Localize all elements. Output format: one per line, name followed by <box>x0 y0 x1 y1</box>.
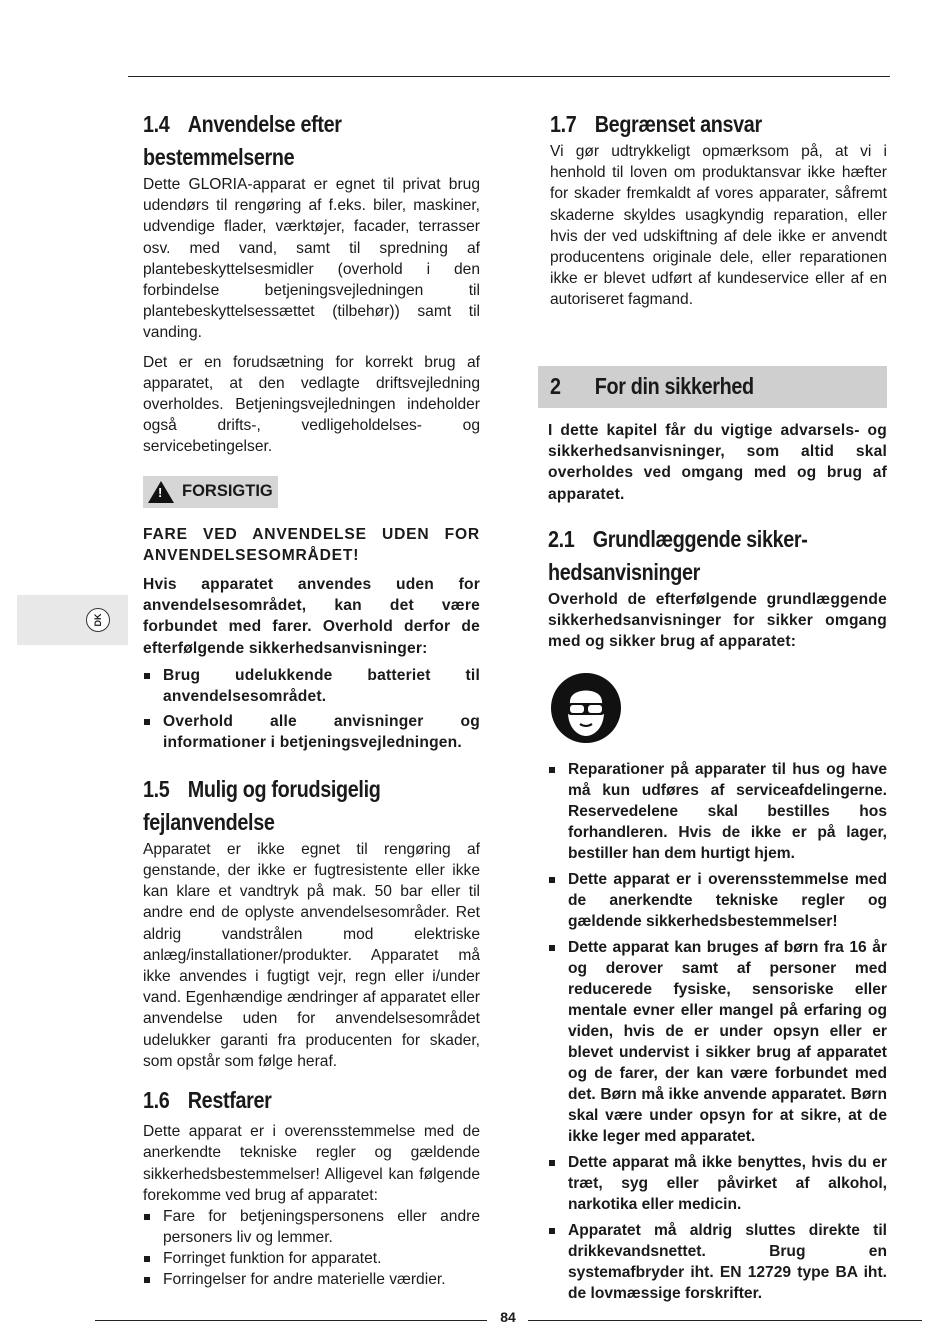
right-column-bottom <box>548 420 887 1304</box>
page-number: 84 <box>500 1309 516 1325</box>
section-1-7-para1: Vi gør udtrykkeligt opmærksom på, at vi i henhold til loven om produktansvar ikke hæfter for skader fremkaldt af vores apparater, såfremt skaderne skyldes usagkyndig reparation, eller hvis der ved udskiftning af dele ikke er anvendt producentens originale dele, eller reparationen ikke er blevet udført af kundeservice eller af en autoriseret fagmand. <box>550 143 887 309</box>
left-column <box>143 108 480 1290</box>
section-1-6-para1: Dette apparat er i overensstemmelse med de anerkendte tekniske regler og gældende sikkerhedsbestemmelser! Alligevel kan følgende forekomme ved brug af apparatet: <box>143 1123 480 1204</box>
list-item: Apparatet må aldrig sluttes direkte til drikkevandsnettet. Brug en systemafbryder iht. EN 12729 type BA iht. de lovmæssige forskrifter. <box>548 1220 887 1304</box>
language-badge <box>86 608 110 632</box>
list-item: Dette apparat er i overensstemmelse med de anerkendte tekniske regler og gældende sikkerhedsbestemmelser! <box>548 869 887 932</box>
list-item: Forringet funktion for apparatet. <box>143 1248 480 1269</box>
safety-goggles-icon <box>550 672 622 744</box>
safety-instructions-list <box>548 759 887 1304</box>
warning-text: Hvis apparatet anvendes uden for anvendelsesområdet, kan det være forbundet med farer. Overhold derfor de efterfølgende sikkerhedsanvisninger: <box>143 576 480 657</box>
chapter-2-banner <box>538 366 887 408</box>
section-2-1-heading: 2.1 Grundlæggende sikker- <box>548 525 808 552</box>
footer-rule-right <box>528 1320 922 1321</box>
list-item: Fare for betjeningspersonens eller andre personers liv og lemmer. <box>143 1206 480 1248</box>
list-item: Overhold alle anvisninger og informationer i betjeningsvejledningen. <box>143 711 480 753</box>
right-column-top <box>550 108 887 311</box>
list-item: Reparationer på apparater til hus og have må kun udføres af serviceafdelingerne. Reservedelene skal bestilles hos forhandleren. Hvis de ikke er på lager, bestiller han dem hurtigt hjem. <box>548 759 887 864</box>
list-item: Brug udelukkende batteriet til anvendelsesområdet. <box>143 665 480 707</box>
warning-triangle-icon <box>148 481 174 503</box>
section-1-5-heading: 1.5 Mulig og forudsigelig <box>143 775 381 802</box>
section-2-1-heading-line2: hedsanvisninger <box>548 558 701 585</box>
language-code: DK <box>93 613 103 627</box>
warning-label: FORSIGTIG <box>182 482 273 501</box>
section-1-7-heading: 1.7 Begrænset ansvar <box>550 111 762 137</box>
warning-label-box <box>143 476 278 508</box>
section-2-1-intro: Overhold de efterfølgende grundlæggende sikkerhedsanvisninger for sikker omgang med og sikker brug af apparatet: <box>548 590 887 651</box>
list-item: Dette apparat kan bruges af børn fra 16 år og derover samt af personer med reducerede fysiske, sensoriske eller mentale evner eller mangel på erfaring og viden, hvis de er under opsyn eller er blevet undervist i sikker brug af apparatet og de farer, der kan være forbundet med det. Børn må ikke anvende apparatet. Børn skal være under opsyn for at sikre, at de ikke leger med apparatet. <box>548 937 887 1147</box>
chapter-2-intro: I dette kapitel får du vigtige advarsels- og sikkerhedsanvisninger, som altid skal overholdes ved omgang med og brug af apparatet. <box>548 422 887 503</box>
section-1-4-heading-line2: bestemmelserne <box>143 144 295 170</box>
warning-heading: FARE VED ANVENDELSE UDEN FOR ANVENDELSESOMRÅDET! <box>143 525 480 564</box>
section-1-5-para1: Apparatet er ikke egnet til rengøring af genstande, der ikke er fugtresistente eller ikke kan klare et vandtryk på mak. 50 bar eller til andre end de oplyste anvendelsesområder. Ret aldrig vandstrålen mod elektriske anlæg/installationer/produkter. Apparatet må ikke anvendes i fugtigt vejr, regn eller i/under vand. Egenhændige ændringer af apparatet eller anvendelse uden for anvendelsesområdet udelukker garanti fra producenten for skader, som opstår som følge heraf. <box>143 840 480 1070</box>
chapter-2-heading: 2 For din sikkerhed <box>550 373 754 399</box>
residual-risk-list <box>143 1206 480 1290</box>
language-side-tab <box>17 595 128 645</box>
section-1-5-heading-line2: fejlanvendelse <box>143 808 275 835</box>
list-item: Forringelser for andre materielle værdier. <box>143 1269 480 1290</box>
top-rule <box>128 76 890 77</box>
section-1-4-heading: 1.4 Anvendelse efter <box>143 111 342 137</box>
section-1-6-heading: 1.6 Restfarer <box>143 1087 272 1114</box>
warning-list <box>143 665 480 753</box>
footer-rule-left <box>95 1320 487 1321</box>
list-item: Dette apparat må ikke benyttes, hvis du er træt, syg eller påvirket af alkohol, narkotika eller medicin. <box>548 1152 887 1215</box>
section-1-4-para1: Dette GLORIA-apparat er egnet til privat brug udendørs til rengøring af f.eks. biler, maskiner, udvendige flader, værktøjer, facader, terrasser osv. med vand, samt til spredning af plantebeskyttelsesmidler (overhold i den forbindelse betjeningsvejledningen til plantebeskyttelsessættet (tilbehør)) samt til vanding. <box>143 176 480 342</box>
section-1-4-para2: Det er en forudsætning for korrekt brug af apparatet, at den vedlagte driftsvejledning overholdes. Betjeningsvejledningen indeholder også drifts-, vedligeholdelses- og servicebetingelser. <box>143 353 480 456</box>
